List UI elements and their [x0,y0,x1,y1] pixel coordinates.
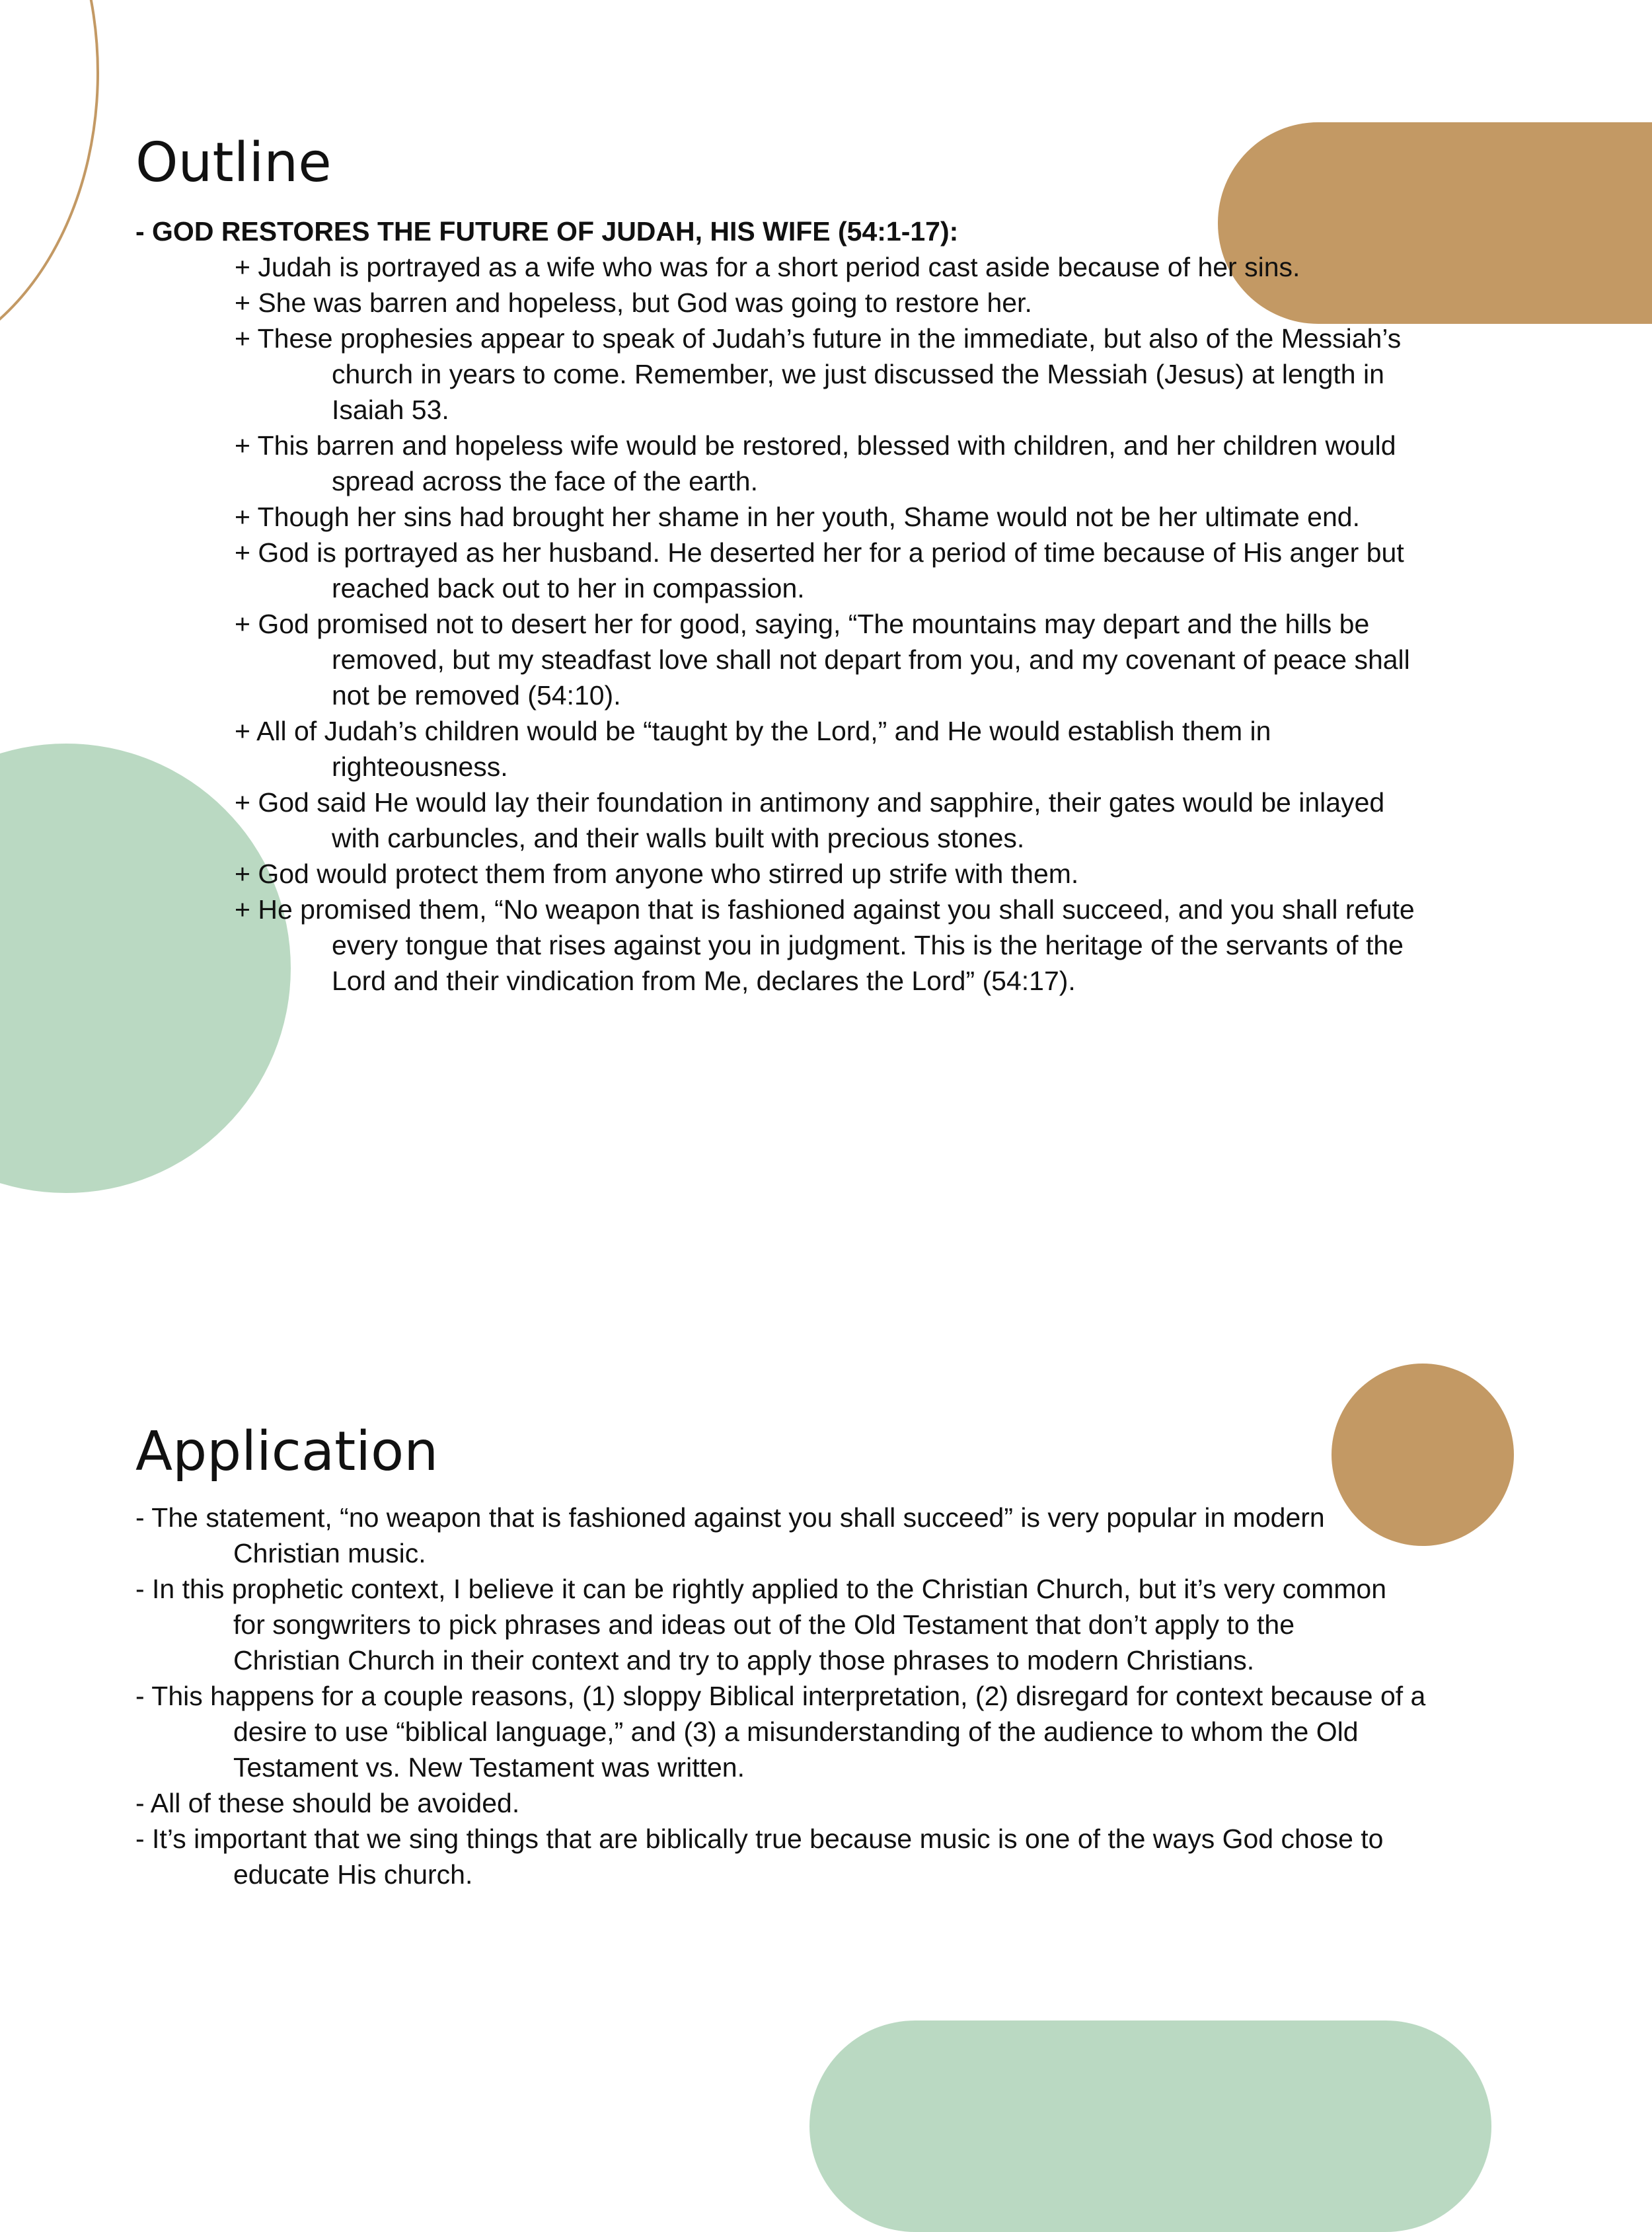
outline-item-line: Isaiah 53. [332,395,449,425]
outline-item-9 [235,785,1384,856]
application-item-4 [135,1785,519,1821]
application-item-line: Christian music. [233,1538,426,1568]
outline-item-line: removed, but my steadfast love shall not depart from you, and my covenant of peace shall [332,644,1410,675]
outline-item-8 [235,713,1271,785]
application-item-line: educate His church. [233,1859,473,1890]
application-item-line: for songwriters to pick phrases and ideas out of the Old Testament that don’t apply to the [233,1609,1295,1640]
application-item-2 [135,1571,1386,1678]
outline-item-line: Lord and their vindication from Me, declares the Lord” (54:17). [332,966,1076,996]
outline-item-line: reached back out to her in compassion. [332,573,805,603]
application-item-line: - It’s important that we sing things that are biblically true because music is one of the ways God chose to [135,1824,1384,1854]
outline-item-11 [235,892,1415,999]
outline-item-6 [235,535,1404,606]
application-item-line: - All of these should be avoided. [135,1788,520,1818]
application-title: Application [135,1420,439,1483]
outline-item-line: spread across the face of the earth. [332,466,758,496]
application-item-line: - In this prophetic context, I believe it can be rightly applied to the Christian Church, but it’s very common [135,1574,1387,1604]
application-item-line: desire to use “biblical language,” and (3) a misunderstanding of the audience to whom the Old [233,1716,1359,1747]
outline-item-line: + She was barren and hopeless, but God was going to restore her. [235,288,1032,318]
outline-item-10 [235,856,1078,892]
outline-item-line: + Though her sins had brought her shame in her youth, Shame would not be her ultimate end. [235,502,1360,532]
application-item-line: - The statement, “no weapon that is fashioned against you shall succeed” is very popular in modern [135,1502,1325,1533]
outline-item-line: every tongue that rises against you in judgment. This is the heritage of the servants of the [332,930,1404,960]
outline-item-line: + Judah is portrayed as a wife who was for a short period cast aside because of her sins. [235,252,1300,282]
outline-item-3 [235,321,1401,428]
application-item-1 [135,1500,1325,1571]
outline-item-line: righteousness. [332,751,508,782]
outline-item-line: church in years to come. Remember, we just discussed the Messiah (Jesus) at length in [332,359,1384,389]
outline-item-line: + God would protect them from anyone who stirred up strife with them. [235,859,1079,889]
outline-item-line: + All of Judah’s children would be “taught by the Lord,” and He would establish them in [235,716,1271,746]
outline-item-line: + These prophesies appear to speak of Judah’s future in the immediate, but also of the Messiah’s [235,323,1402,354]
outline-item-line: + God is portrayed as her husband. He deserted her for a period of time because of His anger but [235,537,1404,568]
application-item-3 [135,1678,1425,1785]
outline-item-line: + He promised them, “No weapon that is fashioned against you shall succeed, and you shall refute [235,894,1415,925]
outline-item-5 [235,499,1360,535]
outline-item-line: + This barren and hopeless wife would be restored, blessed with children, and her children would [235,430,1396,461]
application-item-line: Christian Church in their context and try to apply those phrases to modern Christians. [233,1645,1255,1675]
outline-item-line: not be removed (54:10). [332,680,621,711]
outline-item-line: + God said He would lay their foundation in antimony and sapphire, their gates would be inlayed [235,787,1385,818]
outline-item-4 [235,428,1396,499]
outline-title: Outline [135,132,332,194]
outline-item-2 [235,285,1032,321]
application-item-line: - This happens for a couple reasons, (1) sloppy Biblical interpretation, (2) disregard for context because of a [135,1681,1426,1711]
application-item-5 [135,1821,1383,1892]
application-item-line: Testament vs. New Testament was written. [233,1752,745,1783]
outline-item-1 [235,249,1300,285]
outline-heading-text: - GOD RESTORES THE FUTURE OF JUDAH, HIS WIFE (54:1-17): [135,216,959,247]
outline-item-7 [235,606,1410,713]
outline-item-line: + God promised not to desert her for good, saying, “The mountains may depart and the hills be [235,609,1370,639]
outline-heading [135,213,958,249]
outline-item-line: with carbuncles, and their walls built with precious stones. [332,823,1025,853]
